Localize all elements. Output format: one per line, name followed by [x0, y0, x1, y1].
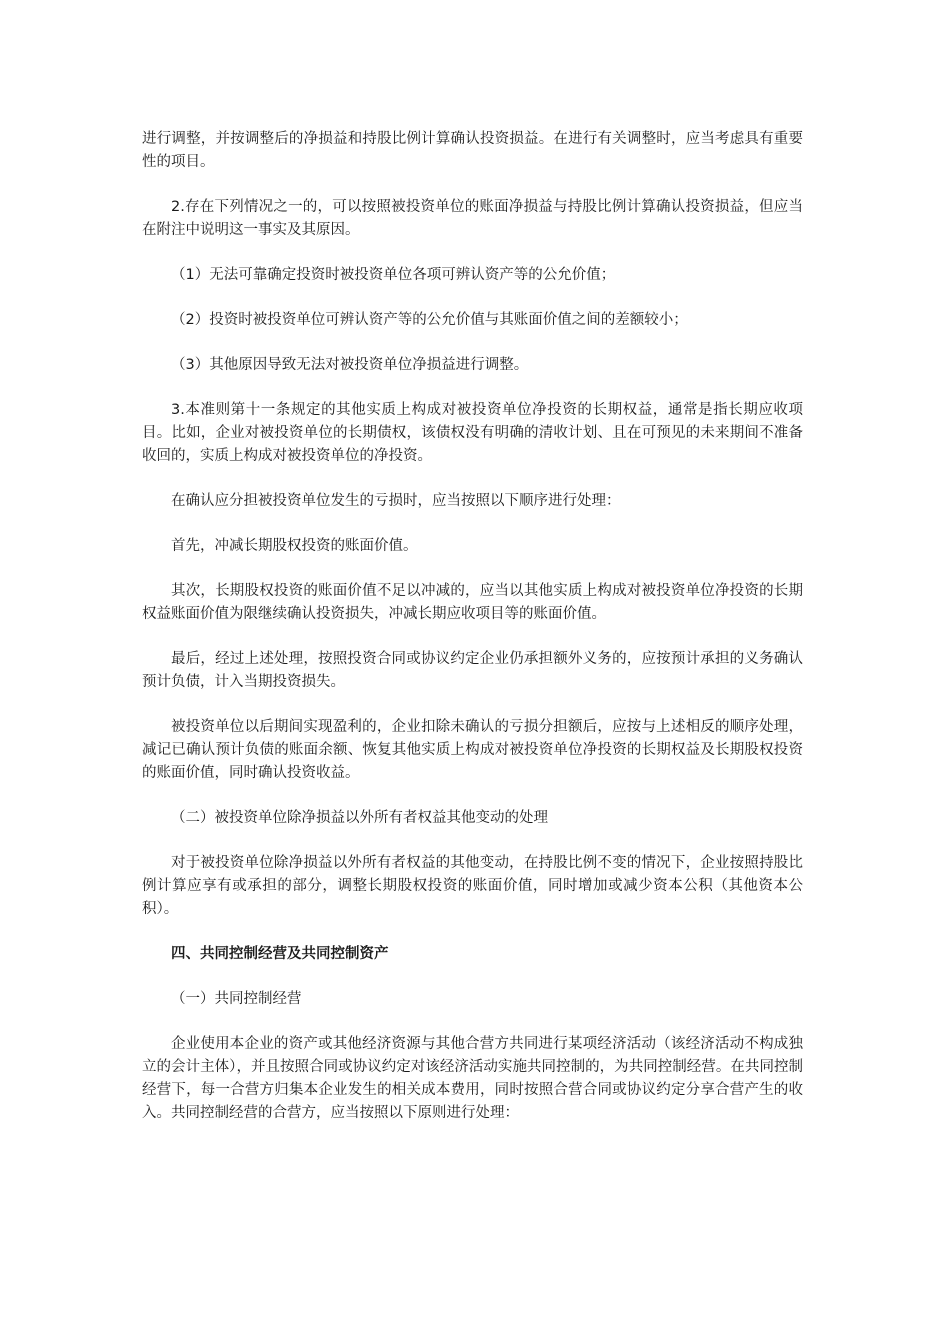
paragraph-other-equity-changes: 对于被投资单位除净损益以外所有者权益的其他变动，在持股比例不变的情况下，企业按照持股比例计算应享有或承担的部分，调整长期股权投资的账面价值，同时增加或减少资本公积（其他资本公积）。	[142, 855, 803, 917]
paragraph-item-3: 3.本准则第十一条规定的其他实质上构成对被投资单位净投资的长期权益，通常是指长期应收项目。比如，企业对被投资单位的长期债权，该债权没有明确的清收计划、且在可预见的未来期间不准备收回的，实质上构成对被投资单位的净投资。	[142, 402, 803, 464]
subheading-other-equity-changes: （二）被投资单位除净损益以外所有者权益其他变动的处理	[171, 810, 548, 826]
paragraph-case-2: （2）投资时被投资单位可辨认资产等的公允价值与其账面价值之间的差额较小；	[171, 312, 688, 328]
paragraph-case-1: （1）无法可靠确定投资时被投资单位各项可辨认资产等的公允价值；	[171, 267, 616, 283]
paragraph-case-3: （3）其他原因导致无法对被投资单位净损益进行调整。	[171, 357, 529, 373]
paragraph-loss-order-intro: 在确认应分担被投资单位发生的亏损时，应当按照以下顺序进行处理：	[171, 493, 621, 509]
paragraph-first: 首先，冲减长期股权投资的账面价值。	[171, 538, 418, 554]
section-heading-4: 四、共同控制经营及共同控制资产	[171, 946, 389, 962]
paragraph-second: 其次，长期股权投资的账面价值不足以冲减的，应当以其他实质上构成对被投资单位净投资的长期权益账面价值为限继续确认投资损失，冲减长期应收项目等的账面价值。	[142, 583, 803, 622]
subheading-joint-operation: （一）共同控制经营	[171, 991, 302, 1007]
paragraph-adjustment-continued: 进行调整，并按调整后的净损益和持股比例计算确认投资损益。在进行有关调整时，应当考虑具有重要性的项目。	[142, 131, 803, 170]
paragraph-later-profit: 被投资单位以后期间实现盈利的，企业扣除未确认的亏损分担额后，应按与上述相反的顺序处理，减记已确认预计负债的账面余额、恢复其他实质上构成对被投资单位净投资的长期权益及长期股权投资的账面价值，同时确认投资收益。	[142, 719, 803, 781]
paragraph-last: 最后，经过上述处理，按照投资合同或协议约定企业仍承担额外义务的，应按预计承担的义务确认预计负债，计入当期投资损失。	[142, 651, 803, 690]
paragraph-item-2: 2.存在下列情况之一的，可以按照被投资单位的账面净损益与持股比例计算确认投资损益，但应当在附注中说明这一事实及其原因。	[142, 199, 803, 238]
paragraph-joint-operation: 企业使用本企业的资产或其他经济资源与其他合营方共同进行某项经济活动（该经济活动不构成独立的会计主体），并且按照合同或协议约定对该经济活动实施共同控制的，为共同控制经营。在共同控制经营下，每一合营方归集本企业发生的相关成本费用，同时按照合营合同或协议约定分享合营产生的收入。共同控制经营的合营方，应当按照以下原则进行处理：	[142, 1036, 803, 1121]
document-page	[142, 128, 803, 1147]
